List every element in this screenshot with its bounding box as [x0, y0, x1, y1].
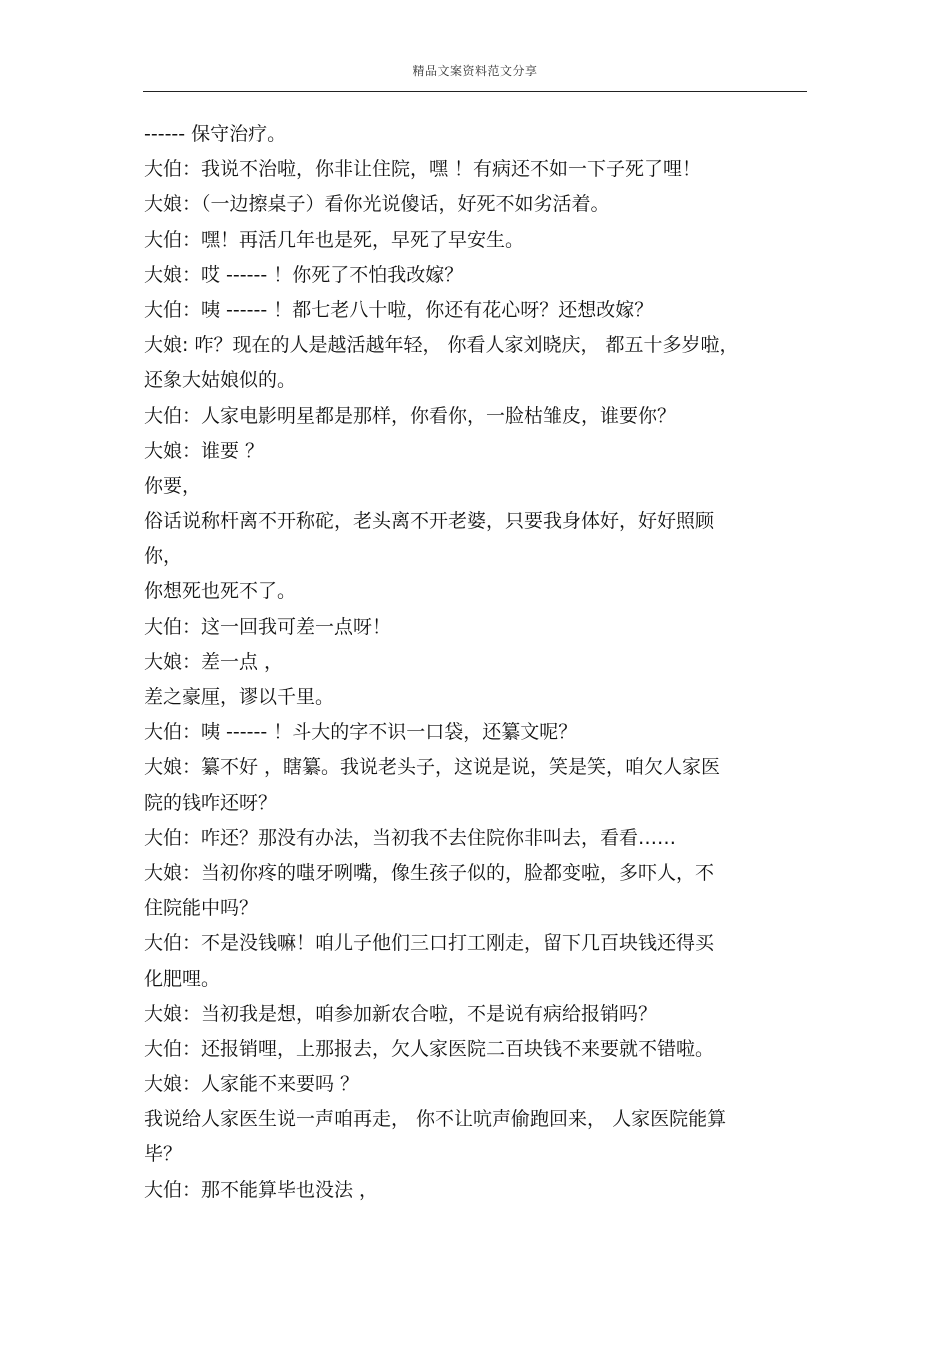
text-line: 大伯：那不能算毕也没法 ，	[144, 1178, 379, 1201]
text-line: 大娘：人家能不来要吗 ？	[144, 1073, 360, 1096]
page-header: 精品文案资料范文分享	[412, 64, 538, 78]
text-line: 大娘：差一点 ，	[144, 650, 284, 673]
text-line: 大娘：哎 ------ ！你死了不怕我改嫁？	[144, 263, 464, 286]
text-line: 大伯：咋还？那没有办法，当初我不去住院你非叫去，看看……	[144, 826, 677, 849]
text-line: 大娘：（一边擦桌子）看你光说傻话，好死不如劣活着。	[144, 193, 610, 216]
text-line: 大娘：当初我是想，咱参加新农合啦，不是说有病给报销吗？	[144, 1002, 658, 1025]
text-line: 大娘: 咋？现在的人是越活越年轻， 你看人家刘晓庆， 都五十多岁啦，	[144, 334, 739, 357]
header-divider	[143, 91, 807, 92]
text-line: 大娘：谁要 ？	[144, 439, 265, 462]
text-line: 大伯：嘿！再活几年也是死，早死了早安生。	[144, 228, 525, 251]
text-line: 大伯：我说不治啦，你非让住院，嘿 ！有病还不如一下子死了哩！	[144, 158, 702, 181]
text-line: 你想死也死不了。	[144, 580, 297, 603]
text-line: 大伯：咦 ------ ！斗大的字不识一口袋，还纂文呢？	[144, 721, 578, 744]
text-line: 大伯：咦 ------ ！都七老八十啦，你还有花心呀？还想改嫁？	[144, 298, 654, 321]
text-line: ------ 保守治疗。	[144, 123, 287, 145]
text-line: 大娘：纂不好 ，瞎纂。我说老头子，这说是说，笑是笑，咱欠人家医	[144, 756, 721, 779]
text-line: 大娘：当初你疼的嗤牙咧嘴，像生孩子似的，脸都变啦，多吓人，不	[144, 861, 715, 884]
text-line: 大伯：这一回我可差一点呀！	[144, 615, 392, 638]
text-line: 我说给人家医生说一声咱再走， 你不让吭声偷跑回来， 人家医院能算	[144, 1108, 727, 1131]
text-line: 大伯：不是没钱嘛！咱儿子他们三口打工刚走，留下几百块钱还得买	[144, 932, 715, 955]
text-line: 大伯：人家电影明星都是那样，你看你，一脸枯雏皮，谁要你？	[144, 404, 677, 427]
dialogue-body	[144, 117, 808, 1208]
text-line: 你，	[144, 545, 183, 568]
text-line: 住院能中吗？	[144, 897, 259, 920]
text-line: 毕？	[144, 1143, 183, 1166]
text-line: 院的钱咋还呀？	[144, 791, 278, 814]
text-line: 还象大姑娘似的。	[144, 369, 297, 392]
text-line: 差之豪厘，谬以千里。	[144, 686, 335, 708]
text-line: 你要，	[144, 474, 202, 497]
text-line: 大伯：还报销哩，上那报去，欠人家医院二百块钱不来要就不错啦。	[144, 1037, 715, 1060]
text-line: 俗话说称杆离不开称砣，老头离不开老婆，只要我身体好，好好照顾	[144, 510, 715, 533]
text-line: 化肥哩。	[144, 967, 221, 990]
